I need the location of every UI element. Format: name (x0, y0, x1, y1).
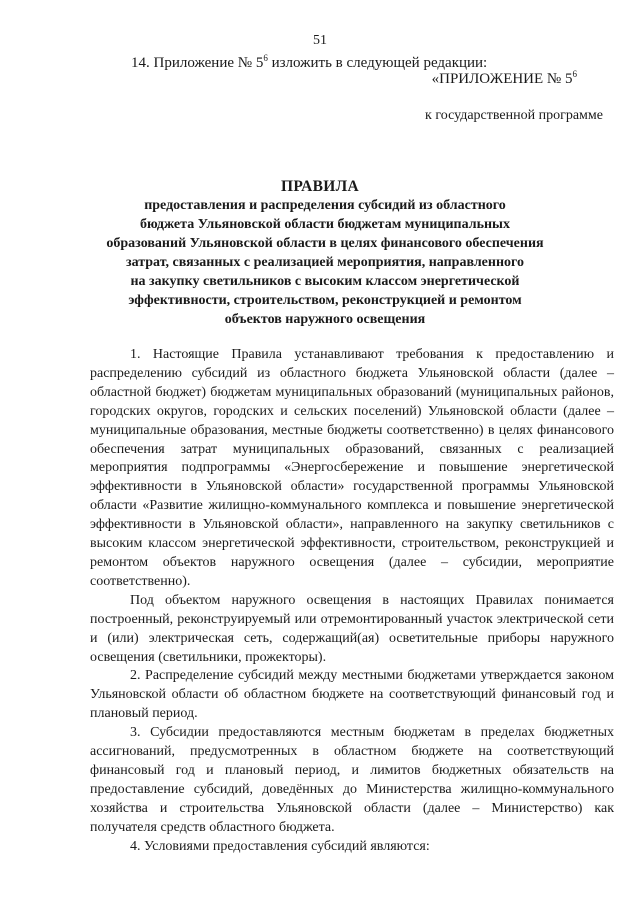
paragraph-4: 4. Условиями предоставления субсидий являются: (130, 838, 430, 854)
appendix-heading (432, 71, 577, 88)
paragraph-3: 3. Субсидии предоставляются местным бюджетам в пределах бюджетных ассигнований, предусмотренных в областном бюджете на соответствующий финансовый год и плановый период, и лимитов бюджетных обязательств на предоставление субсидий, доведённых до Министерства жилищно-коммунального хозяйства и строительства Ульяновской области (далее – Министерство) как получателя средств областного бюджета. (90, 725, 614, 835)
paragraph-2: 2. Распределение субсидий между местными бюджетами утверждается законом Ульяновской области об областном бюджете на соответствующий финансовый год и плановый период. (90, 668, 614, 722)
appendix-subheading: к государственной программе (425, 108, 603, 123)
amendment-text-after: изложить в следующей редакции: (267, 55, 488, 71)
subtitle-line: бюджета Ульяновской области бюджетам муниципальных (139, 217, 510, 232)
subtitle-line: предоставления и распределения субсидий из областного (144, 198, 506, 213)
document-body (90, 346, 614, 856)
subtitle-line: объектов наружного освещения (224, 312, 426, 327)
subtitle-line: на закупку светильников с высоким классом энергетической (130, 274, 520, 289)
subtitle-line: затрат, связанных с реализацией мероприятия, направленного (125, 255, 525, 270)
subtitle-line: эффективности, строительством, реконструкцией и ремонтом (128, 293, 522, 308)
subtitle-line: образований Ульяновской области в целях финансового обеспечения (106, 236, 544, 251)
paragraph-1: 1. Настоящие Правила устанавливают требования к предоставлению и распределению субсидий из областного бюджета Ульяновской области (далее – областной бюджет) бюджетам муниципальных образований (муниципальных районов, городских округов, городских и сельских поселений) Ульяновской области (далее – муниципальные образования, местные бюджеты соответственно) в целях финансового обеспечения затрат муниципальных образований, связанных с реализацией мероприятия подпрограммы «Энергосбережение и повышение энергетической эффективности в Ульяновской области» государственной программы Ульяновской области «Развитие жилищно-коммунального комплекса и повышение энергетической эффективности в Ульяновской области», направленного на закупку светильников с высоким классом энергетической эффективности, строительством, реконструкцией и ремонтом объектов наружного освещения (далее – субсидии, мероприятие соответственно). (90, 347, 614, 589)
page-number: 51 (313, 33, 327, 48)
amendment-text: 14. Приложение № 5 (131, 55, 264, 71)
paragraph-definition: Под объектом наружного освещения в настоящих Правилах понимается построенный, реконструируемый или отремонтированный участок электрической сети и (или) электрическая сеть, содержащий(ая) осветительные приборы наружного освещения (светильники, прожекторы). (90, 592, 614, 665)
appendix-heading-superscript: 6 (572, 69, 577, 79)
document-title: ПРАВИЛА (281, 178, 359, 195)
amendment-line (131, 55, 487, 72)
appendix-heading-text: «ПРИЛОЖЕНИЕ № 5 (431, 71, 573, 87)
amendment-superscript: 6 (263, 53, 268, 63)
document-subtitle (90, 196, 560, 329)
